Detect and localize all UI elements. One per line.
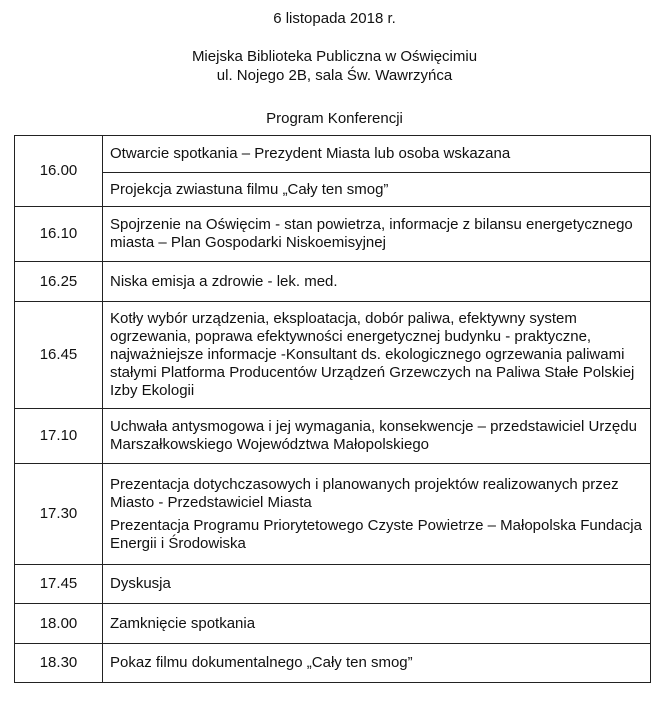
venue-name: Miejska Biblioteka Publiczna w Oświęcimiu [191,48,478,65]
agenda-time: 16.25 [15,262,103,302]
program-title: Program Konferencji [266,110,403,127]
agenda-item: Zamknięcie spotkania [103,604,651,644]
agenda-row [15,644,651,683]
agenda-row [15,464,651,565]
agenda-row [15,207,651,262]
agenda-time: 16.45 [15,302,103,409]
agenda-row [15,173,651,207]
agenda-item: Prezentacja dotychczasowych i planowanych projektów realizowanych przez Miasto - Przedstawiciel Miasta [110,475,619,511]
event-date: 6 listopada 2018 r. [273,10,396,27]
agenda-time: 17.10 [15,409,103,464]
agenda-item: Niska emisja a zdrowie - lek. med. [103,262,651,302]
agenda-time: 18.00 [15,604,103,644]
agenda-item: Prezentacja Programu Priorytetowego Czyste Powietrze – Małopolska Fundacja Energii i Środowiska [110,516,642,552]
agenda-row [15,302,651,409]
agenda-item: Spojrzenie na Oświęcim - stan powietrza, informacje z bilansu energetycznego miasta – Plan Gospodarki Niskoemisyjnej [103,207,651,262]
venue-address: ul. Nojego 2B, sala Św. Wawrzyńca [216,67,453,84]
agenda-time: 18.30 [15,644,103,683]
agenda-row [15,409,651,464]
agenda-item: Pokaz filmu dokumentalnego „Cały ten smog” [103,644,651,683]
agenda-row [15,604,651,644]
agenda-table [14,135,651,683]
agenda-time: 16.00 [15,136,103,207]
agenda-row [15,136,651,173]
agenda-item: Kotły wybór urządzenia, eksploatacja, dobór paliwa, efektywny system ogrzewania, poprawa efektywności energetycznej budynku - praktyczne, najważniejsze informacje -Konsultant ds. ekologicznego ogrzewania paliwami stałymi Platforma Producentów Urządzeń Grzewczych na Paliwa Stałe Polskiej Izby Ekologii [103,302,651,409]
agenda-item-group [103,464,651,565]
agenda-row [15,262,651,302]
agenda-item: Projekcja zwiastuna filmu „Cały ten smog” [103,173,651,207]
agenda-item: Otwarcie spotkania – Prezydent Miasta lub osoba wskazana [103,136,651,173]
agenda-row [15,565,651,604]
agenda-item: Dyskusja [103,565,651,604]
agenda-time: 17.45 [15,565,103,604]
agenda-time: 16.10 [15,207,103,262]
agenda-item: Uchwała antysmogowa i jej wymagania, konsekwencje – przedstawiciel Urzędu Marszałkowskiego Województwa Małopolskiego [103,409,651,464]
agenda-time: 17.30 [15,464,103,565]
